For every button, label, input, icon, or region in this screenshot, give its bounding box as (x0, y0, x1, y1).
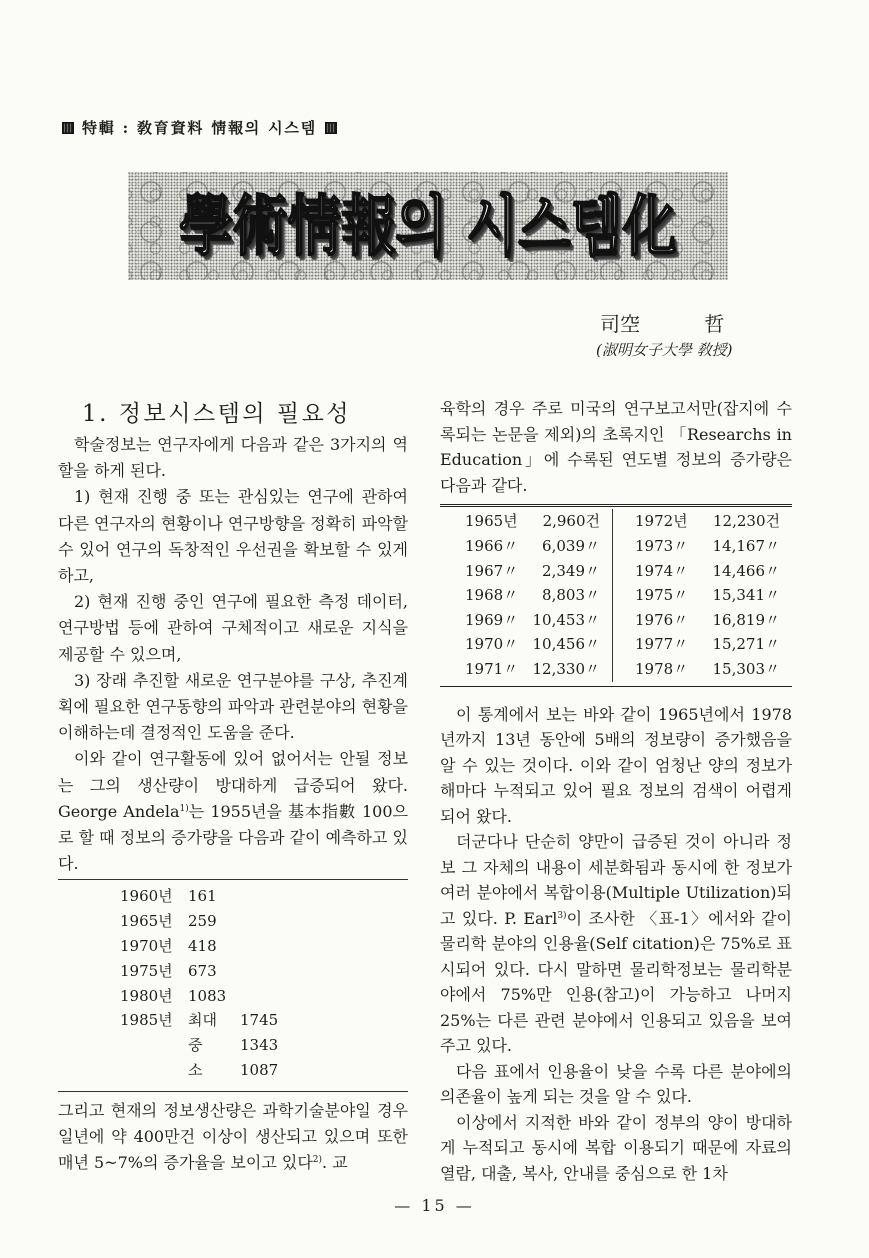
paragraph-text: 더군다나 단순히 양만이 급증된 것이 아니라 정보 그 자체의 내용이 세분화됨과 동시에 한 정보가 여러 분야에서 복합이용(Multiple Utilization)되고 있다. P. Earl (440, 832, 792, 928)
estimate-level-cell: 소 (188, 1061, 203, 1080)
running-header (62, 117, 337, 138)
estimate-level-cell: 최대 (188, 1011, 217, 1030)
year-cell: 1985년 (120, 1011, 173, 1030)
paragraph-opening: 육학의 경우 주로 미국의 연구보고서만(잡지에 수록되는 논문을 제외)의 초록지인 「Researchs in Education」에 수록된 연도별 정보의 증가량은 다음과 같다. (440, 399, 792, 495)
year-cell: 1973〃 (612, 534, 700, 559)
year-cell: 1968〃 (465, 586, 519, 605)
count-cell: 15,341〃 (712, 586, 780, 605)
footnote-marker: 1) (179, 803, 189, 814)
value-cell: 418 (188, 937, 217, 956)
count-cell: 15,303〃 (712, 659, 780, 678)
year-cell: 1977〃 (612, 632, 700, 657)
count-cell: 12,330〃 (532, 659, 600, 678)
count-cell: 10,453〃 (532, 610, 600, 629)
paragraph-text: 이 조사한 〈표-1〉에서와 같이 물리학 분야의 인용율(Self citation)은 75%로 표시되어 있다. 다시 말하면 물리학정보는 물리학분야에서 75%만 인용(참고)이 가능하고 나머지 25%는 다른 관련 분야에서 인용되고 있음을 보여주고 있다. (440, 908, 793, 1056)
count-cell: 2,349〃 (542, 561, 600, 580)
author-name: 司空 哲 (600, 312, 725, 336)
year-cell: 1980년 (120, 986, 173, 1005)
author-affiliation: (淑明女子大學 敎授) (596, 341, 733, 359)
value-cell: 1745 (240, 1011, 279, 1030)
section-heading: 1. 정보시스템의 필요성 (82, 401, 352, 427)
table-row (440, 608, 792, 633)
value-cell: 1083 (188, 986, 227, 1005)
paragraph: 이 통계에서 보는 바와 같이 1965년에서 1978년까지 13년 동안에 5배의 정보량이 증가했음을 알 수 있는 것이다. 이와 같이 엄청난 양의 정보가 해마다 누적되고 있어 필요 정보의 검색이 어렵게 되어 왔다. (440, 704, 792, 826)
estimate-level-cell: 중 (188, 1036, 203, 1055)
table-row (440, 509, 792, 534)
value-cell: 1087 (240, 1061, 279, 1080)
header-marker-left-icon (62, 122, 74, 134)
year-cell: 1969〃 (465, 610, 519, 629)
year-cell: 1965년 (465, 512, 518, 531)
left-column (58, 432, 408, 1176)
year-cell: 1976〃 (612, 608, 700, 633)
count-cell: 10,456〃 (532, 635, 600, 654)
count-cell: 12,230건 (713, 512, 780, 531)
count-cell: 8,803〃 (542, 586, 600, 605)
value-cell: 259 (188, 912, 217, 931)
year-cell: 1975〃 (612, 583, 700, 608)
count-cell: 6,039〃 (542, 536, 600, 555)
year-cell: 1974〃 (612, 559, 700, 584)
table-row (58, 1058, 408, 1083)
paragraph: 1) 현재 진행 중 또는 관심있는 연구에 관하여 다른 연구자의 현황이나 연구방향을 정확히 파악할 수 있어 연구의 독창적인 우선권을 확보할 수 있게 하고, (58, 487, 409, 586)
value-cell: 1343 (240, 1036, 279, 1055)
header-label: 特輯 : 敎育資料 情報의 시스템 (82, 119, 317, 137)
paragraph-forecast (58, 746, 408, 877)
count-cell: 2,960건 (542, 512, 600, 531)
table-row (440, 632, 792, 657)
article-title: 學術情報의 시스템化 (179, 186, 677, 266)
yearly-count-table (440, 504, 792, 686)
right-column (440, 396, 792, 1186)
paragraph-text: 는 1955년을 基本指數 100으로 할 때 정보의 증가량을 다음과 같이 예측하고 있다. (58, 801, 408, 874)
table-row (58, 959, 408, 984)
body-text (440, 702, 792, 1187)
table-row (58, 1033, 408, 1058)
year-cell: 1965년 (120, 912, 173, 931)
paragraph-multiple-use (440, 829, 792, 1059)
paragraph-text: 그리고 현재의 정보생산량은 과학기술분야일 경우 일년에 약 400만건 이상이 생산되고 있으며 또한 매년 5~7%의 증가율을 보이고 있다 (58, 1100, 408, 1173)
paragraph: 다음 표에서 인용율이 낮을 수록 다른 분야에의 의존율이 높게 되는 것을 알 수 있다. (440, 1061, 792, 1107)
year-cell: 1967〃 (465, 561, 519, 580)
paragraph: 이상에서 지적한 바와 같이 정부의 양이 방대하게 누적되고 동시에 복합 이용되기 때문에 자료의 열람, 대출, 복사, 안내를 중심으로 한 1차 (440, 1112, 792, 1183)
footnote-marker: 3) (557, 910, 567, 921)
table-row (58, 909, 408, 934)
header-marker-right-icon (325, 122, 337, 134)
count-cell: 16,819〃 (712, 610, 780, 629)
paragraph-text: . 교 (322, 1153, 348, 1173)
paragraph-text: 이와 같이 연구활동에 있어 없어서는 안될 정보는 그의 생산량이 방대하게 급증되어 왔다. George Andela (58, 749, 408, 821)
table-row (58, 884, 408, 909)
table-row (58, 934, 408, 959)
year-cell: 1972년 (612, 509, 700, 534)
table-row (58, 984, 408, 1009)
paragraph: 3) 장래 추진할 새로운 연구분야를 구상, 추진계획에 필요한 연구동향의 파악과 관련분야의 현황을 이해하는데 결정적인 도움을 준다. (58, 670, 409, 743)
count-cell: 15,271〃 (712, 635, 780, 654)
year-cell: 1970년 (120, 937, 173, 956)
title-banner (128, 172, 728, 280)
year-cell: 1960년 (120, 887, 173, 906)
table-row (440, 534, 792, 559)
count-cell: 14,167〃 (712, 536, 780, 555)
year-cell: 1975년 (120, 961, 173, 980)
table-row (440, 583, 792, 608)
table-row (440, 559, 792, 584)
forecast-table (58, 879, 408, 1091)
year-cell: 1971〃 (465, 659, 519, 678)
count-cell: 14,466〃 (712, 561, 780, 580)
page-number: — 15 — (394, 1196, 475, 1215)
year-cell: 1978〃 (612, 657, 700, 682)
table-row (58, 1008, 408, 1033)
paragraph: 학술정보는 연구자에게 다음과 같은 3가지의 역할을 하게 된다. (58, 435, 408, 481)
year-cell: 1966〃 (465, 536, 519, 555)
footnote-marker: 2) (312, 1155, 323, 1166)
paragraph-closing (58, 1098, 408, 1177)
value-cell: 161 (188, 887, 217, 906)
year-cell: 1970〃 (465, 635, 519, 654)
table-row (440, 657, 792, 682)
value-cell: 673 (188, 961, 217, 980)
paragraph: 2) 현재 진행 중인 연구에 필요한 측정 데이터, 연구방법 등에 관하여 구체적이고 새로운 지식을 제공할 수 있으며, (58, 592, 408, 664)
